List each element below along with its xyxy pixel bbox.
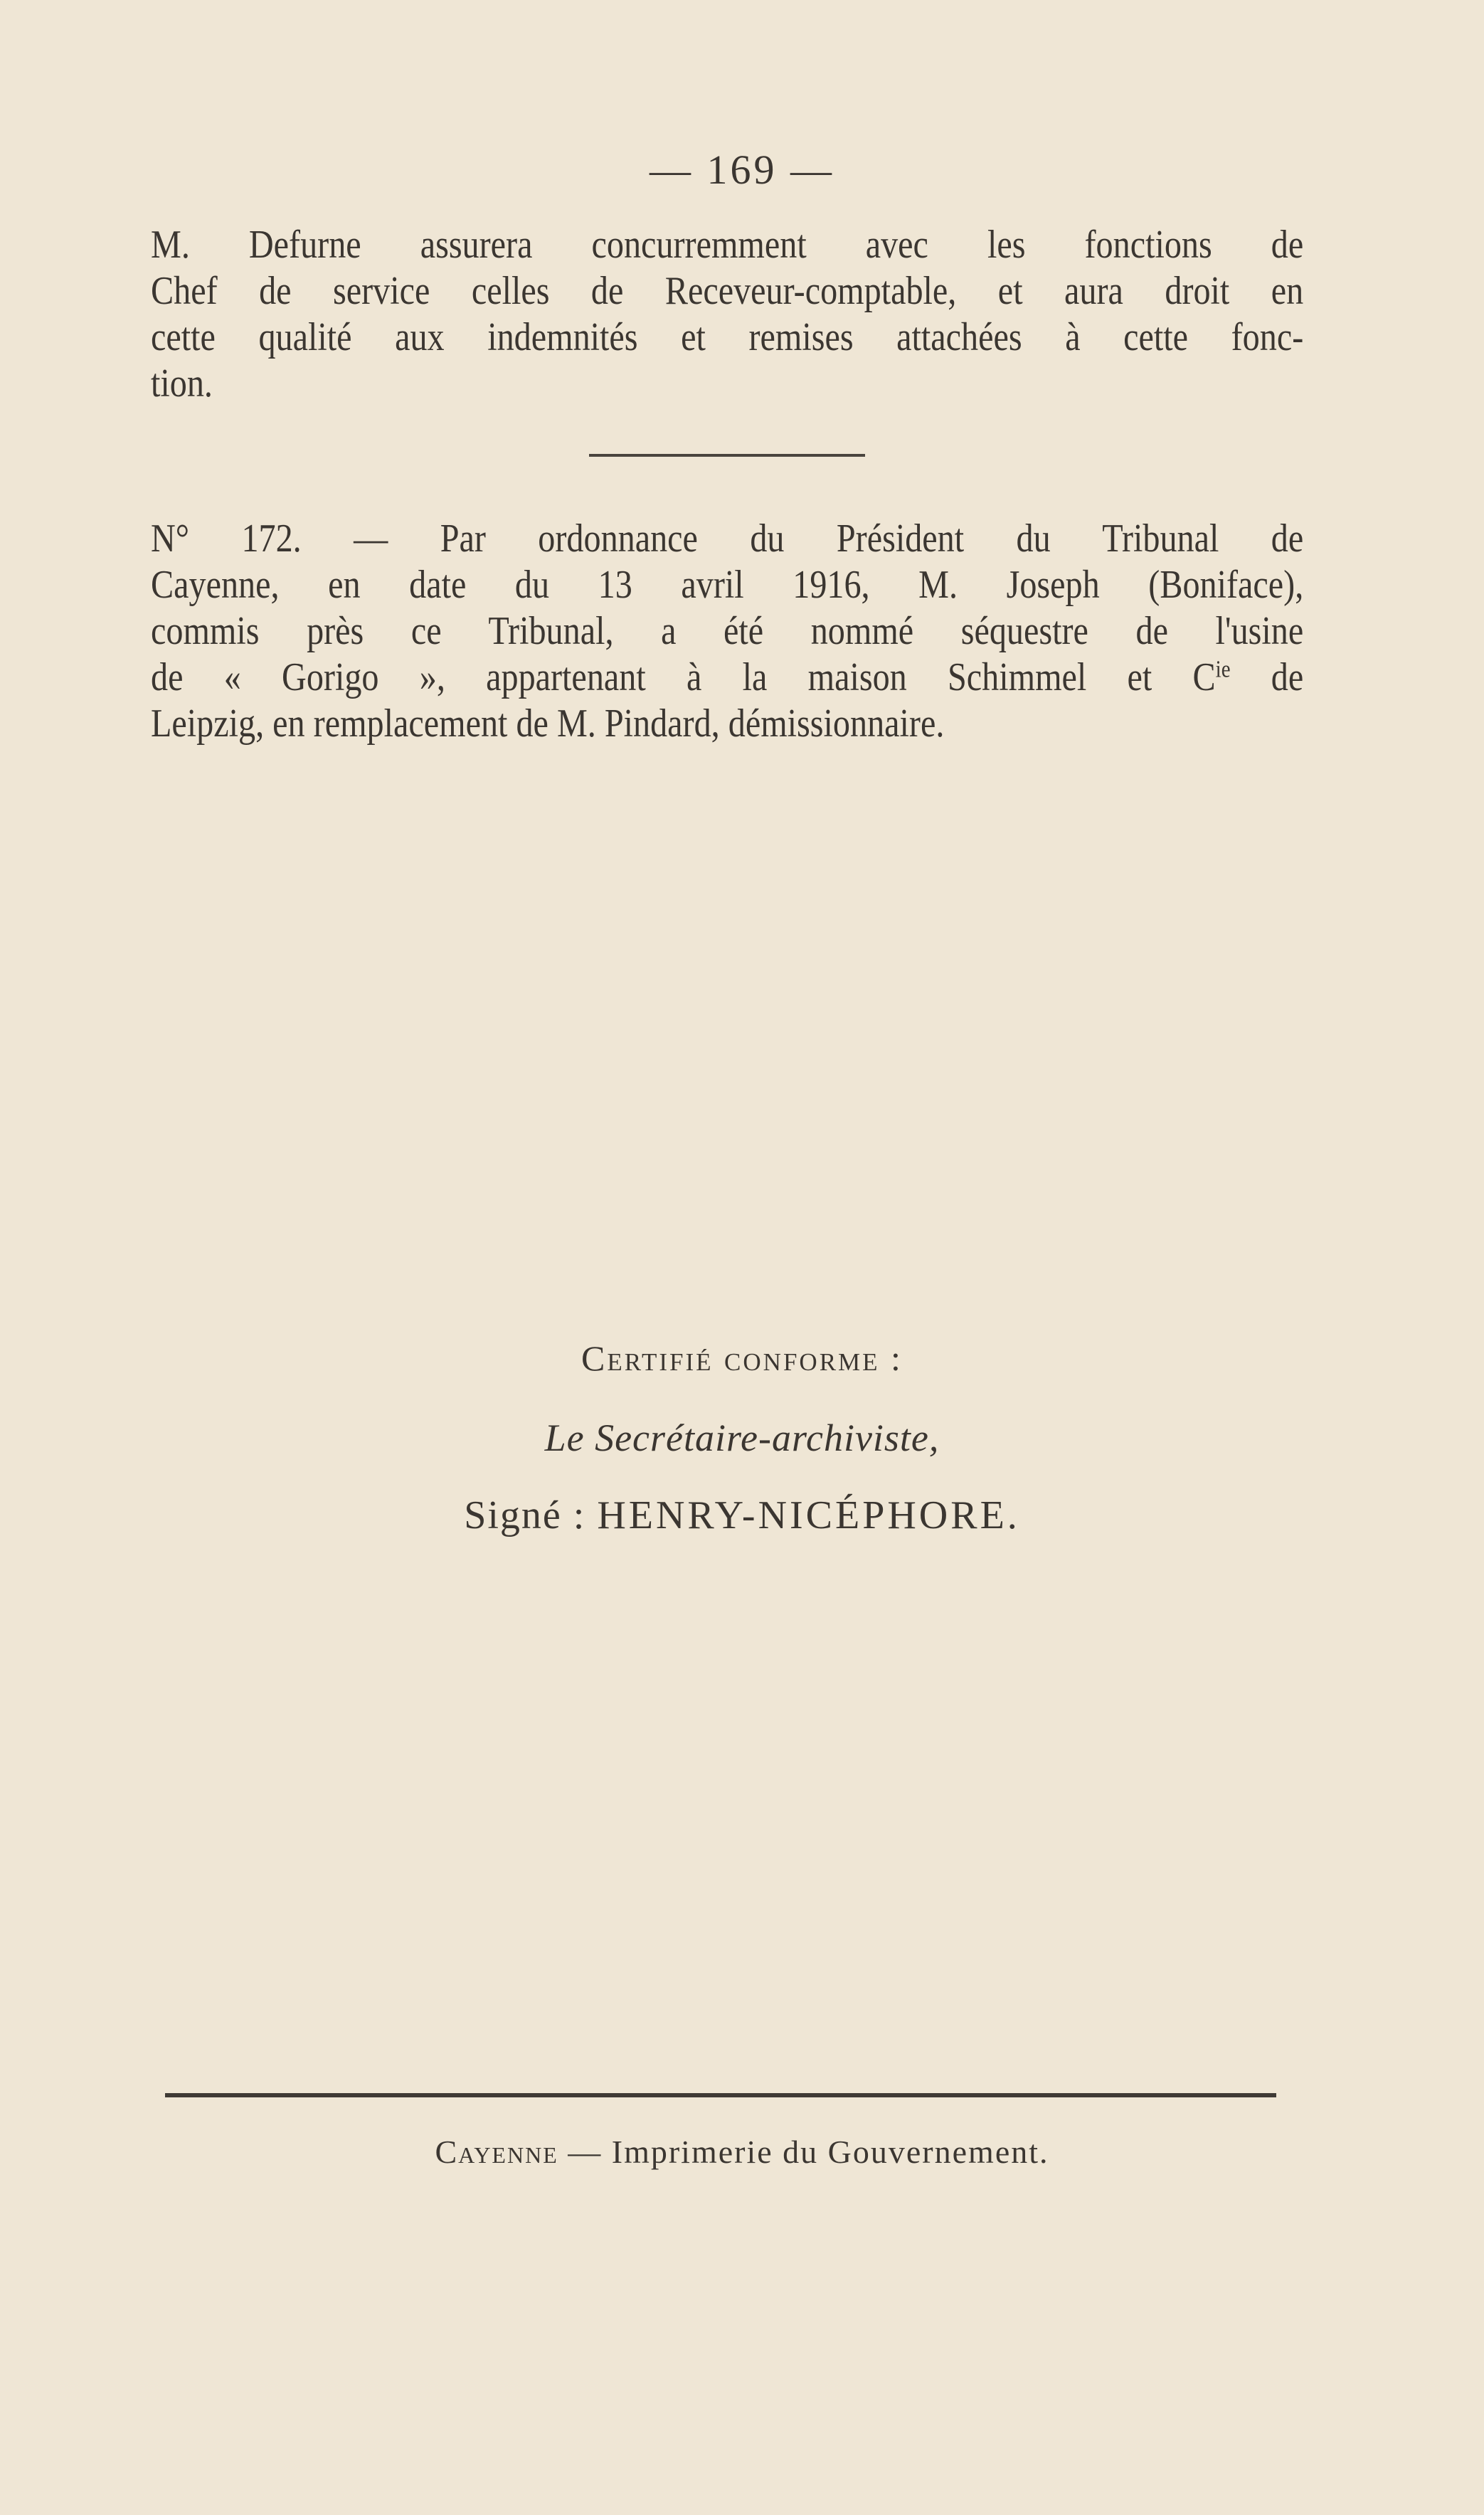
paragraph-line-with-superscript: [151, 655, 1303, 701]
signed-label: Signé :: [464, 1493, 586, 1537]
section-divider: [589, 454, 865, 457]
footer-separator: —: [558, 2134, 612, 2170]
footer-city: Cayenne: [435, 2134, 558, 2170]
paragraph-line: Cayenne, en date du 13 avril 1916, M. Joseph (Boniface),: [151, 563, 1304, 607]
certification-signature: [0, 1493, 1484, 1538]
page-number: — 169 —: [650, 147, 834, 193]
paragraph-defurne: [151, 222, 1303, 407]
line-text: de « Gorigo », appartenant à la maison Schimmel et C: [151, 655, 1216, 699]
footer-printer: Imprimerie du Gouvernement.: [611, 2134, 1049, 2170]
paragraph-line: cette qualité aux indemnités et remises attachées à cette fonc-: [151, 315, 1304, 359]
paragraph-line: tion.: [151, 361, 213, 406]
paragraph-line: Chef de service celles de Receveur-comptable, et aura droit en: [151, 269, 1304, 313]
footer-divider: [165, 2093, 1276, 2097]
paragraph-line: N° 172. — Par ordonnance du Président du Tribunal de: [151, 517, 1304, 561]
certification-heading: Certifié conforme :: [581, 1338, 903, 1378]
line-tail: de: [1230, 655, 1304, 699]
printer-footer: [0, 2133, 1484, 2171]
superscript: ie: [1215, 656, 1231, 683]
certification-role: Le Secrétaire-archiviste,: [544, 1417, 940, 1459]
paragraph-ordonnance-172: [151, 516, 1303, 747]
signer-name: HENRY-NICÉPHORE.: [597, 1493, 1020, 1537]
paragraph-line: M. Defurne assurera concurremment avec les fonctions de: [151, 223, 1304, 267]
paragraph-line: commis près ce Tribunal, a été nommé séquestre de l'usine: [151, 609, 1304, 653]
paragraph-line: Leipzig, en remplacement de M. Pindard, démissionnaire.: [151, 701, 945, 746]
